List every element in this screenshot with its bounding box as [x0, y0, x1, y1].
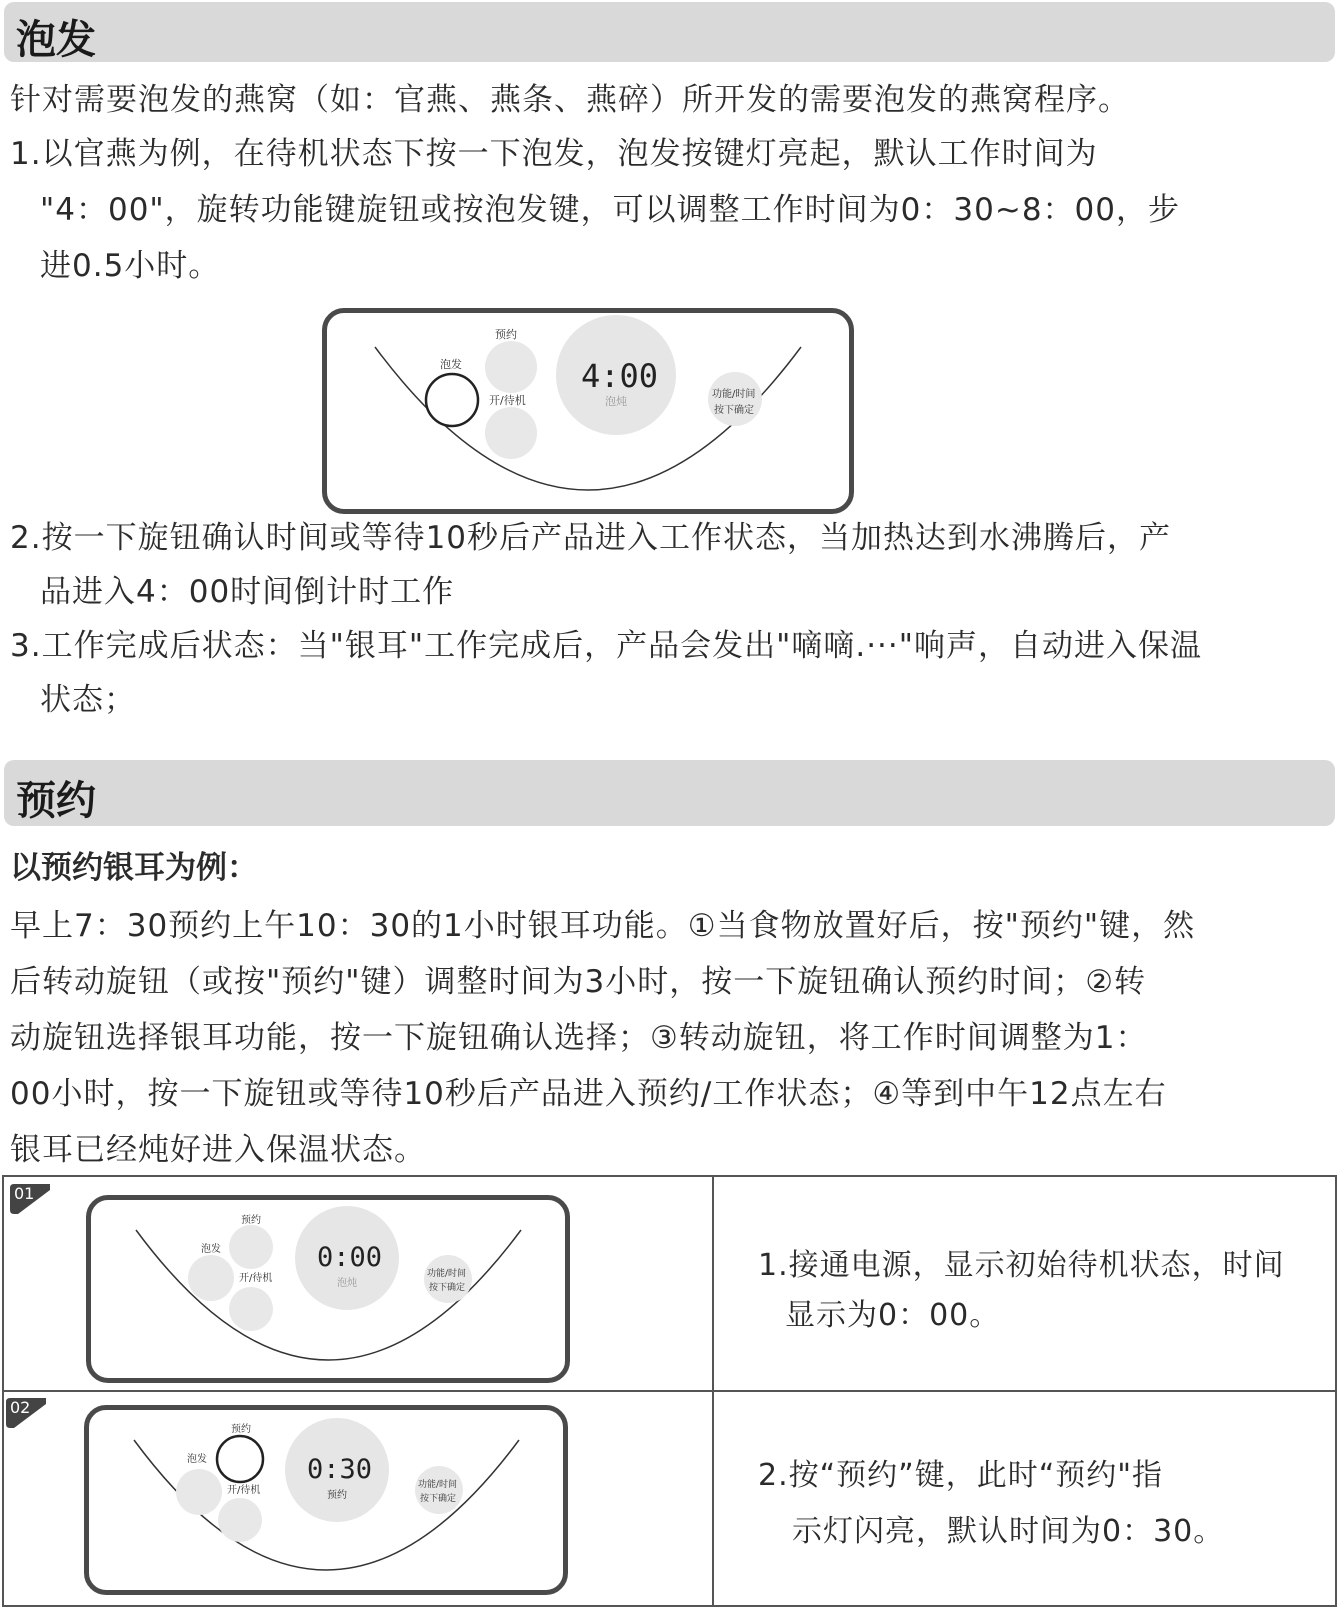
knob-label-1: 功能/时间 [712, 389, 756, 400]
step-tag [6, 1398, 46, 1434]
step-line: 品进入4：00时间倒计时工作 [40, 574, 455, 610]
label-paofa: 泡发 [187, 1454, 207, 1465]
label-kaiji: 开/待机 [489, 394, 526, 407]
body-line: 动旋钮选择银耳功能，按一下旋钮确认选择；③转动旋钮，将工作时间调整为1： [10, 1020, 1148, 1056]
knob-label-2: 按下确定 [420, 1494, 457, 1504]
table-row-divider [2, 1390, 1337, 1392]
label-yuyue: 预约 [241, 1215, 261, 1226]
label-yuyue: 预约 [495, 328, 517, 341]
panel-graphics [327, 313, 849, 509]
panel-graphics [91, 1200, 565, 1378]
step-description: 1.接通电源，显示初始待机状态，时间 [758, 1248, 1285, 1283]
step-description: 2.按“预约”键，此时“预约"指 [758, 1458, 1164, 1493]
example-subtitle: 以预约银耳为例： [10, 850, 258, 886]
body-line: 后转动旋钮（或按"预约"键）调整时间为3小时，按一下旋钮确认预约时间；②转 [10, 964, 1147, 1000]
display-sub: 泡炖 [337, 1278, 357, 1289]
knob-label-2: 按下确定 [429, 1283, 466, 1293]
display-sub: 预约 [327, 1490, 347, 1501]
label-kaiji: 开/待机 [227, 1485, 261, 1496]
label-paofa: 泡发 [201, 1244, 221, 1255]
section-header-paofa [4, 2, 1335, 62]
body-line: 银耳已经炖好进入保温状态。 [10, 1132, 426, 1168]
time-display: 4:00 [581, 357, 659, 395]
section-title: 泡发 [16, 17, 96, 63]
label-paofa: 泡发 [440, 358, 462, 371]
body-line: 00小时，按一下旋钮或等待10秒后产品进入预约/工作状态；④等到中午12点左右 [10, 1076, 1167, 1112]
control-panel-illustration [84, 1405, 568, 1595]
step-description: 示灯闪亮，默认时间为0：30。 [792, 1514, 1225, 1549]
step-description: 显示为0：00。 [785, 1298, 1001, 1333]
intro-line: 针对需要泡发的燕窝（如：官燕、燕条、燕碎）所开发的需要泡发的燕窝程序。 [10, 82, 1130, 118]
step-line: 2.按一下旋钮确认时间或等待10秒后产品进入工作状态，当加热达到水沸腾后，产 [10, 520, 1172, 556]
step-line: 1.以官燕为例，在待机状态下按一下泡发，泡发按键灯亮起，默认工作时间为 [10, 136, 1098, 172]
panel-graphics [89, 1410, 563, 1590]
time-display: 0:00 [317, 1242, 383, 1273]
label-yuyue: 预约 [231, 1424, 251, 1435]
step-line: 进0.5小时。 [40, 248, 221, 284]
knob-label-1: 功能/时间 [418, 1480, 458, 1490]
step-line: 状态； [40, 682, 136, 718]
body-line: 早上7：30预约上午10：30的1小时银耳功能。①当食物放置好后，按"预约"键，然 [10, 908, 1196, 944]
control-panel-illustration [86, 1195, 570, 1383]
section-title: 预约 [16, 778, 96, 824]
step-number: 02 [10, 1398, 31, 1417]
section-header-yuyue [4, 760, 1335, 826]
step-line: "4：00"，旋转功能键旋钮或按泡发键，可以调整工作时间为0：30~8：00，步 [40, 192, 1180, 228]
display-sub: 泡炖 [605, 395, 627, 408]
step-line: 3.工作完成后状态：当"银耳"工作完成后，产品会发出"嘀嘀.···"响声，自动进入保温 [10, 628, 1203, 664]
step-tag [10, 1184, 50, 1220]
label-kaiji: 开/待机 [239, 1273, 273, 1284]
time-display: 0:30 [307, 1454, 373, 1485]
step-number: 01 [14, 1184, 35, 1203]
knob-label-1: 功能/时间 [427, 1269, 467, 1279]
knob-label-2: 按下确定 [714, 405, 754, 416]
control-panel-illustration [322, 308, 854, 514]
